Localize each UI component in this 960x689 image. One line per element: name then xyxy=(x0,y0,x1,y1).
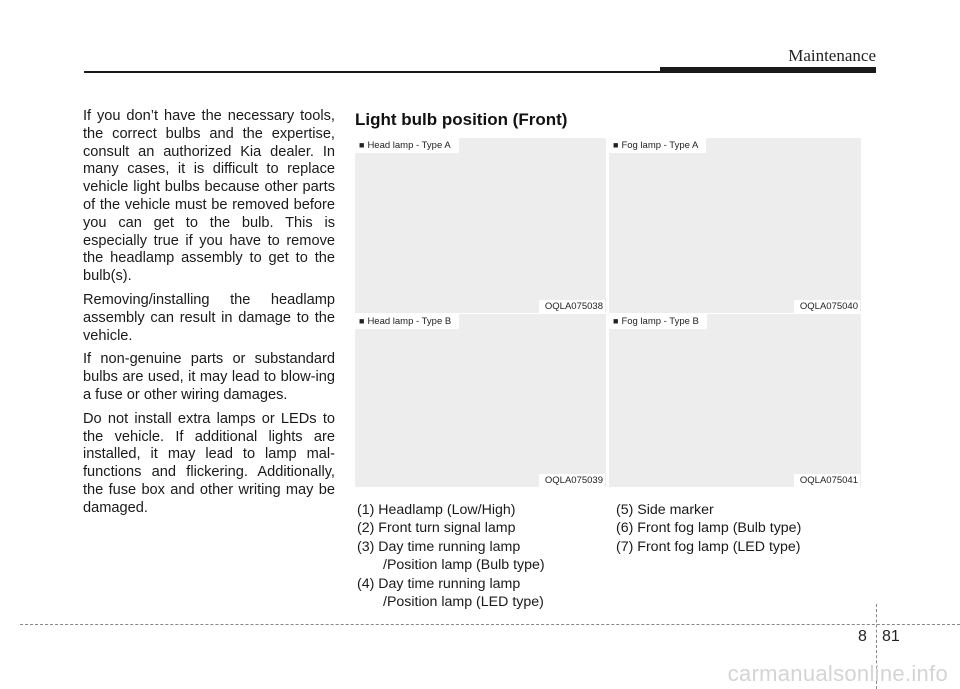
figure-panel-fog-lamp-type-b xyxy=(609,314,861,487)
bullet-square-icon: ■ xyxy=(613,140,619,150)
panel-label-text: Head lamp - Type A xyxy=(367,140,451,151)
panel-label xyxy=(355,138,459,153)
legend-item: (6) Front fog lamp (Bulb type) xyxy=(616,520,802,537)
figure-panel-head-lamp-type-b xyxy=(355,314,606,487)
page-number: 81 xyxy=(882,628,900,645)
panel-label-text: Fog lamp - Type A xyxy=(621,140,699,151)
body-text xyxy=(83,108,335,524)
paragraph: Do not install extra lamps or LEDs to the vehicle. If additional lights are installed, it may lead to lamp mal-functions and flickering. Additionally, the fuse box and other writing may be damaged. xyxy=(83,410,335,516)
panel-label xyxy=(355,314,459,329)
legend-item: (3) Day time running lamp xyxy=(357,538,521,555)
legend-item: (5) Side marker xyxy=(616,502,714,518)
legend-item: (4) Day time running lamp xyxy=(357,575,521,592)
section-title: Maintenance xyxy=(788,46,876,65)
legend-item: (2) Front turn signal lamp xyxy=(357,520,516,537)
legend-item: (7) Front fog lamp (LED type) xyxy=(616,538,801,555)
figure-panel-head-lamp-type-a xyxy=(355,138,606,313)
legend-left xyxy=(357,501,607,611)
panel-code: OQLA075041 xyxy=(794,474,860,487)
legend-right xyxy=(616,501,876,556)
bullet-square-icon: ■ xyxy=(359,316,365,326)
figure-heading: Light bulb position (Front) xyxy=(355,110,568,129)
paragraph: Removing/installing the headlamp assembly can result in damage to the vehicle. xyxy=(83,291,335,344)
paragraph: If you don’t have the necessary tools, the correct bulbs and the expertise, consult an authorized Kia dealer. In many cases, it is difficult to replace vehicle light bulbs because other parts of the vehicle must be removed before you can get to the bulb. This is especially true if you have to remove the headlamp assembly to get to the bulb(s). xyxy=(83,108,335,285)
panel-label xyxy=(609,138,706,153)
panel-label-text: Fog lamp - Type B xyxy=(621,316,699,327)
footer-divider xyxy=(20,624,960,625)
panel-code: OQLA075040 xyxy=(794,300,860,313)
watermark: carmanualsonline.info xyxy=(727,661,948,686)
paragraph: If non-genuine parts or substandard bulbs are used, it may lead to blow-ing a fuse or other wiring damages. xyxy=(83,351,335,403)
bullet-square-icon: ■ xyxy=(359,140,365,150)
panel-label-text: Head lamp - Type B xyxy=(367,316,452,327)
figure-panel-fog-lamp-type-a xyxy=(609,138,861,313)
header-rule xyxy=(84,71,660,73)
panel-label xyxy=(609,314,707,329)
panel-code: OQLA075038 xyxy=(539,300,605,313)
legend-item-continuation: /Position lamp (Bulb type) xyxy=(383,557,545,574)
chapter-number: 8 xyxy=(858,628,867,645)
panel-code: OQLA075039 xyxy=(539,474,605,487)
legend-item-continuation: /Position lamp (LED type) xyxy=(383,594,544,611)
bullet-square-icon: ■ xyxy=(613,316,619,326)
legend-item: (1) Headlamp (Low/High) xyxy=(357,502,516,518)
header-rule-accent xyxy=(660,67,876,73)
